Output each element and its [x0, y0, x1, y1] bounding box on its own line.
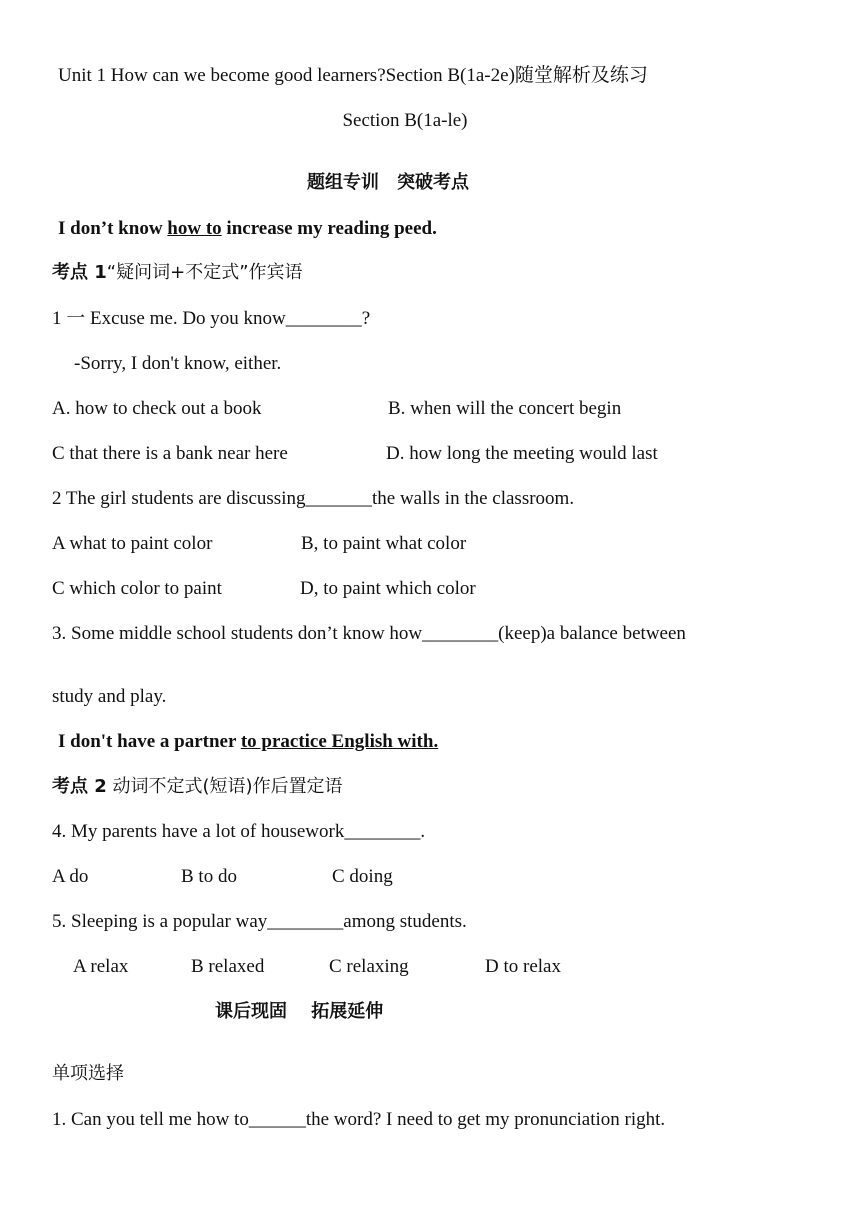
option-b: B. when will the concert begin [388, 398, 622, 419]
question-2-options-ab [52, 532, 812, 556]
option-b: B, to paint what color [301, 533, 467, 554]
point-2-label: 考点 2 [52, 776, 107, 797]
key-sentence-2-pre: I don't have a partner [58, 731, 241, 752]
question-2-options-cd [52, 577, 812, 601]
option-c: C which color to paint [52, 578, 222, 599]
point-2-desc: 动词不定式(短语)作后置定语 [106, 776, 343, 797]
key-sentence-2-underlined: to practice English with. [240, 731, 439, 752]
section-heading-review: 课后现固 拓展延伸 [215, 1001, 384, 1022]
option-b: B relaxed [191, 956, 265, 977]
document-subtitle: Section B(1a-le) [342, 110, 468, 131]
question-4-options [52, 865, 812, 889]
option-a: A relax [73, 956, 129, 977]
option-c: C doing [332, 866, 393, 887]
option-d: D. how long the meeting would last [386, 443, 658, 464]
key-sentence-1-pre: I don’t know [58, 218, 168, 239]
question-1-options-ab [52, 397, 812, 421]
point-1-label: 考点 1 [52, 262, 107, 283]
question-3-continuation: study and play. [52, 686, 167, 707]
option-a: A. how to check out a book [52, 398, 262, 419]
question-1-reply: -Sorry, I don't know, either. [74, 353, 282, 374]
key-sentence-1-underlined: how to [167, 218, 222, 239]
key-sentence-2 [58, 730, 438, 754]
key-sentence-1 [58, 217, 437, 241]
question-1: 1 一 Excuse me. Do you know________? [52, 308, 371, 329]
option-a: A do [52, 866, 89, 887]
point-2-heading [52, 775, 343, 799]
review-question-1: 1. Can you tell me how to______the word? I need to get my pronunciation right. [52, 1109, 666, 1130]
option-c: C relaxing [329, 956, 409, 977]
question-2: 2 The girl students are discussing_______the walls in the classroom. [52, 488, 575, 509]
question-1-options-cd [52, 442, 812, 466]
key-sentence-1-post: increase my reading peed. [221, 218, 437, 239]
question-3: 3. Some middle school students don’t know how________(keep)a balance between [52, 623, 686, 644]
point-1-desc: “疑问词+不定式”作宾语 [106, 262, 303, 283]
option-c: C that there is a bank near here [52, 443, 288, 464]
option-d: D to relax [485, 956, 561, 977]
document-title: Unit 1 How can we become good learners?Section B(1a-2e)随堂解析及练习 [58, 65, 648, 86]
question-4: 4. My parents have a lot of housework________. [52, 821, 426, 842]
question-5: 5. Sleeping is a popular way________among students. [52, 911, 467, 932]
option-b: B to do [181, 866, 237, 887]
option-d: D, to paint which color [300, 578, 476, 599]
section-heading-practice: 题组专训 突破考点 [307, 172, 469, 193]
question-5-options [73, 955, 813, 979]
point-1-heading [52, 261, 303, 285]
option-a: A what to paint color [52, 533, 213, 554]
section-label-multiple-choice: 单项选择 [52, 1063, 124, 1084]
